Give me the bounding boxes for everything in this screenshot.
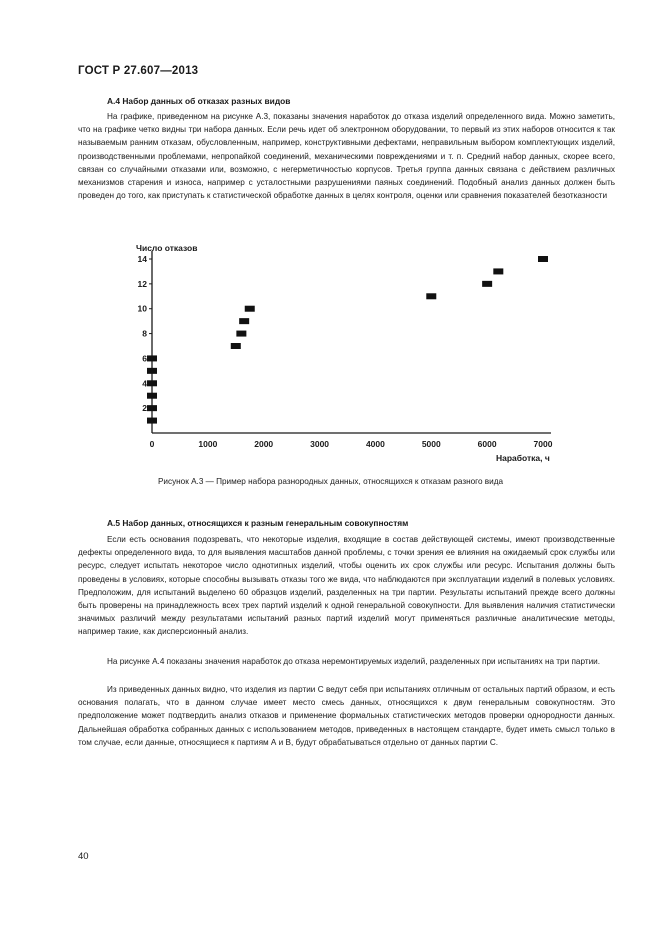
x-tick-label: 7000 [533, 439, 553, 449]
x-tick-label: 6000 [477, 439, 497, 449]
x-tick-label: 2000 [254, 439, 274, 449]
y-tick-label: 10 [137, 303, 147, 314]
data-point-series-1 [147, 355, 157, 361]
x-tick-label: 4000 [365, 439, 385, 449]
data-point-series-1 [147, 368, 157, 374]
section-a5-paragraph-2: На рисунке А.4 показаны значения наработок до отказа неремонтируемых изделий, разделенных при испытаниях на три партии. [107, 657, 600, 666]
y-tick-label: 6 [142, 353, 147, 364]
data-point-series-1 [147, 418, 157, 424]
section-a5-paragraph-3: Из приведенных данных видно, что изделия из партии С ведут себя при испытаниях отличным от остальных партий образом, и есть основания полагать, что в данном случае имеет место смесь данных, относящихся к двум генеральным совокупностям. Это предположение может подтвердить анализ отказов и применение формальных статистических методов проверки однородности данных. Дальнейшая обработка собранных данных с использованием методов, приведенных в настоящем стандарте, будет иметь смысл только в том случае, если данные, относящиеся к партиям А и В, будут обрабатываться отдельно от данных партии С. [78, 685, 615, 747]
x-tick-label: 3000 [310, 439, 330, 449]
y-tick-label: 8 [142, 328, 147, 339]
y-tick-label: 4 [142, 378, 147, 389]
document-header: ГОСТ Р 27.607—2013 [78, 65, 199, 77]
section-a5-title: А.5 Набор данных, относящихся к разным генеральным совокупностям [107, 518, 409, 528]
data-point-series-2 [239, 318, 249, 324]
figure-caption: Рисунок А.3 — Пример набора разнородных данных, относящихся к отказам разного вида [157, 477, 504, 486]
x-axis-label: Наработка, ч [496, 453, 550, 463]
section-a4-title: А.4 Набор данных об отказах разных видов [107, 96, 291, 106]
data-point-series-1 [147, 380, 157, 386]
data-point-series-2 [236, 331, 246, 337]
data-point-series-3 [482, 281, 492, 287]
section-a4-paragraph: На графике, приведенном на рисунке А.3, показаны значения наработок до отказа изделий определенного вида. Можно заметить, что на графике четко видны три набора данных. Если речь идет об электронном оборудовании, то первый из этих наборов относится к так называемым ранним отказам, обусловленным, например, конструктивными дефектами, неправильным выбором комплектующих изделий, производственными проблемами, непропайкой соединений, механическими повреждениями и т. п. Средний набор данных, скорее всего, связан со случайными отказами или, возможно, с негерметичностью корпусов. Третья группа данных связана с действием различных механизмов старения и износа, например с усталостными разрушениями паяных соединений. Подобный анализ данных должен быть проведен до того, как приступать к статистической обработке данных в целях контроля, оценки или сравнения показателей безотказности [78, 112, 615, 201]
page-number: 40 [78, 851, 89, 862]
y-tick-label: 2 [142, 403, 147, 414]
data-point-series-1 [147, 393, 157, 399]
x-tick-label: 5000 [421, 439, 441, 449]
chart-axes [152, 251, 551, 433]
data-point-series-1 [147, 405, 157, 411]
y-tick-label: 14 [137, 254, 147, 264]
data-point-series-2 [245, 306, 255, 312]
data-point-series-2 [231, 343, 241, 349]
y-tick-label: 12 [137, 278, 147, 289]
data-point-series-3 [493, 268, 503, 274]
x-tick-label: 1000 [198, 439, 218, 449]
x-tick-label: 0 [149, 439, 155, 449]
data-point-series-3 [538, 256, 548, 262]
chart-points [147, 256, 548, 424]
data-point-series-3 [426, 293, 436, 299]
section-a5-paragraph-1: Если есть основания подозревать, что некоторые изделия, входящие в состав действующей системы, имеют производственные дефекты определенного вида, то для выявления масштабов данной проблемы, с точки зрения ее влияния на ожидаемый срок службы или ресурс, следует испытать некоторое число однотипных изделий, чтобы оценить их срок службы или ресурс. Испытания должны быть проведены в условиях, которые способны вызывать отказы того же вида, что наблюдаются при эксплуатации изделий в полевых условиях. Предположим, для испытаний выделено 60 образцов изделий, разделенных на три партии. Результаты испытаний прежде всего должны быть проверены на принадлежность всех трех партий изделий к одной генеральной совокупности. Для выявления наличия статистически значимых различий между результатами испытаний разных партий изделий могут применяться различные аналитические методы, например такие, как дисперсионный анализ. [78, 535, 615, 637]
y-axis-label: Число отказов [136, 243, 198, 253]
